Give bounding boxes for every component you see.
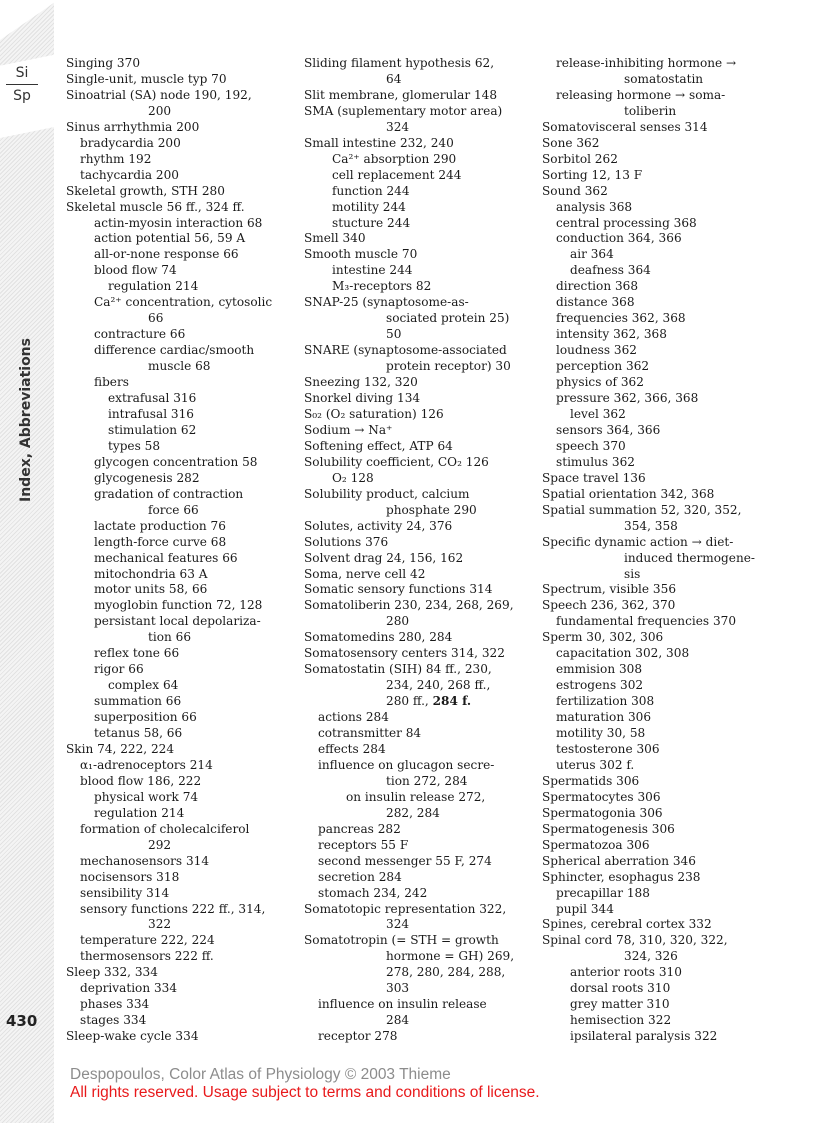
index-entry: Somatotropin (= STH = growth: [304, 933, 499, 948]
index-entry: second messenger 55 F, 274: [318, 853, 492, 868]
index-entry: rhythm 192: [80, 151, 152, 166]
index-entry: stomach 234, 242: [318, 885, 428, 900]
index-entry: loudness 362: [556, 343, 637, 358]
index-entry: Spermatids 306: [542, 773, 640, 788]
section-label: Index, Abbreviations: [18, 338, 34, 502]
index-entry: ipsilateral paralysis 322: [570, 1029, 718, 1044]
index-entry: phosphate 290: [386, 502, 477, 517]
index-entry: capacitation 302, 308: [556, 646, 690, 661]
index-entry: dorsal roots 310: [570, 981, 671, 996]
index-entry: Sneezing 132, 320: [304, 375, 418, 390]
index-entry: Sorbitol 262: [542, 151, 618, 166]
index-entry: Somatoliberin 230, 234, 268, 269,: [304, 598, 514, 613]
index-entry: 282, 284: [386, 805, 440, 820]
index-entry-bold: 284 f.: [432, 694, 472, 709]
index-entry: persistant local depolariza-: [94, 614, 261, 629]
index-entry: myoglobin function 72, 128: [94, 598, 263, 613]
index-entry: speech 370: [556, 438, 626, 453]
index-entry: Solubility product, calcium: [304, 486, 470, 501]
index-entry: intrafusal 316: [108, 406, 194, 421]
index-entry: Ca²⁺ absorption 290: [332, 151, 457, 166]
index-entry: Spinal cord 78, 310, 320, 322,: [542, 933, 728, 948]
index-entry: mitochondria 63 A: [94, 566, 208, 581]
index-entry: Solutions 376: [304, 534, 389, 549]
index-entry: SMA (suplementary motor area): [304, 103, 503, 118]
index-entry: pressure 362, 366, 368: [556, 391, 699, 406]
index-entry: sensory functions 222 ff., 314,: [80, 901, 266, 916]
index-entry: Spectrum, visible 356: [542, 582, 677, 597]
index-entry: Somatic sensory functions 314: [304, 582, 493, 597]
index-entry: length-force curve 68: [94, 534, 227, 549]
index-entry: nocisensors 318: [80, 869, 180, 884]
index-entry: Single-unit, muscle typ 70: [66, 71, 227, 86]
index-entry: 284: [386, 1013, 410, 1028]
index-entry: Solubility coefficient, CO₂ 126: [304, 454, 489, 469]
index-entry: Somatomedins 280, 284: [304, 630, 453, 645]
index-entry: deafness 364: [570, 263, 651, 278]
index-entry: Spatial orientation 342, 368: [542, 486, 715, 501]
index-entry: hormone = GH) 269,: [386, 949, 515, 964]
index-entry: cell replacement 244: [332, 167, 462, 182]
index-entry: hemisection 322: [570, 1013, 672, 1028]
index-entry: physics of 362: [556, 375, 644, 390]
thumb-index: [0, 64, 44, 105]
index-entry: mechanical features 66: [94, 550, 238, 565]
page-number: 430: [6, 1012, 38, 1030]
index-entry: reflex tone 66: [94, 646, 180, 661]
index-entry: Slit membrane, glomerular 148: [304, 87, 498, 102]
index-entry: Spermatocytes 306: [542, 789, 661, 804]
thumb-index-top: Si: [15, 65, 29, 81]
index-entry: contracture 66: [94, 327, 186, 342]
index-entry: stages 334: [80, 1013, 147, 1028]
index-entry: maturation 306: [556, 710, 652, 725]
index-entry: conduction 364, 366: [556, 231, 682, 246]
index-entry: sis: [624, 566, 641, 581]
index-entry: tion 66: [148, 630, 192, 645]
index-entry: Sinus arrhythmia 200: [66, 119, 200, 134]
index-entry: intensity 362, 368: [556, 327, 667, 342]
index-column-3: [542, 56, 772, 1045]
index-entry: difference cardiac/smooth: [94, 343, 255, 358]
index-entry: Singing 370: [66, 56, 141, 70]
index-entry: complex 64: [108, 678, 179, 693]
index-entry: central processing 368: [556, 215, 697, 230]
footer-license: All rights reserved. Usage subject to terms and conditions of license.: [70, 1084, 540, 1101]
index-entry: Sliding filament hypothesis 62,: [304, 56, 495, 70]
index-entry: SNARE (synaptosome-associated: [304, 343, 507, 358]
index-entry: stimulation 62: [108, 422, 197, 437]
index-entry: muscle 68: [148, 359, 211, 374]
index-entry: level 362: [570, 406, 626, 421]
index-entry: pupil 344: [556, 901, 614, 916]
index-entry: Spermatogenesis 306: [542, 821, 675, 836]
index-entry: glycogenesis 282: [94, 470, 200, 485]
index-entry: 280: [386, 614, 410, 629]
index-column-2: [304, 56, 534, 1045]
index-entry: cotransmitter 84: [318, 726, 422, 741]
index-entry: analysis 368: [556, 199, 633, 214]
thumb-index-bottom: Sp: [13, 88, 31, 104]
index-entry: bradycardia 200: [80, 135, 181, 150]
index-entry: release-inhibiting hormone →: [556, 56, 737, 70]
index-entry: Sphincter, esophagus 238: [542, 869, 701, 884]
index-entry: sociated protein 25): [386, 311, 510, 326]
index-entry: Skeletal growth, STH 280: [66, 183, 225, 198]
index-entry: distance 368: [556, 295, 635, 310]
index-entry: pancreas 282: [318, 821, 401, 836]
index-entry: S₀₂ (O₂ saturation) 126: [304, 406, 444, 421]
index-entry: Softening effect, ATP 64: [304, 438, 453, 453]
index-entry: rigor 66: [94, 662, 144, 677]
index-entry: Sinoatrial (SA) node 190, 192,: [66, 87, 252, 102]
index-entry: receptor 278: [318, 1029, 398, 1044]
index-entry: actin-myosin interaction 68: [94, 215, 263, 230]
index-entry: regulation 214: [94, 805, 185, 820]
index-entry: tetanus 58, 66: [94, 726, 183, 741]
index-entry: Spines, cerebral cortex 332: [542, 917, 712, 932]
index-entry: deprivation 334: [80, 981, 178, 996]
index-entry: function 244: [332, 183, 410, 198]
index-entry: α₁-adrenoceptors 214: [80, 757, 213, 772]
index-entry: air 364: [570, 247, 614, 262]
index-entry: motility 30, 58: [556, 726, 646, 741]
index-entry: Small intestine 232, 240: [304, 135, 454, 150]
index-entry: 234, 240, 268 ff.,: [386, 678, 491, 693]
index-entry: 324: [386, 119, 410, 134]
index-entry: formation of cholecalciferol: [80, 821, 250, 836]
index-entry: tachycardia 200: [80, 167, 179, 182]
index-entry: 278, 280, 284, 288,: [386, 965, 506, 980]
index-entry: motor units 58, 66: [94, 582, 208, 597]
index-entry: 50: [386, 327, 402, 342]
index-entry: Smell 340: [304, 231, 366, 246]
index-entry: sensibility 314: [80, 885, 170, 900]
index-entry: Spatial summation 52, 320, 352,: [542, 502, 742, 517]
index-entry: Smooth muscle 70: [304, 247, 418, 262]
index-entry: mechanosensors 314: [80, 853, 210, 868]
index-entry: blood flow 186, 222: [80, 773, 202, 788]
index-entry: thermosensors 222 ff.: [80, 949, 214, 964]
index-entry: Somatovisceral senses 314: [542, 119, 708, 134]
index-entry: O₂ 128: [332, 470, 374, 485]
index-entry: force 66: [148, 502, 199, 517]
index-entry: on insulin release 272,: [346, 789, 486, 804]
index-entry: summation 66: [94, 694, 182, 709]
index-entry: stimulus 362: [556, 454, 635, 469]
index-entry: fundamental frequencies 370: [556, 614, 737, 629]
index-entry: anterior roots 310: [570, 965, 682, 980]
index-entry: M₃-receptors 82: [332, 279, 432, 294]
index-entry: 354, 358: [624, 518, 678, 533]
index-entry: Somatostatin (SIH) 84 ff., 230,: [304, 662, 492, 677]
index-entry: intestine 244: [332, 263, 413, 278]
index-entry: perception 362: [556, 359, 650, 374]
index-entry: 303: [386, 981, 410, 996]
index-entry: glycogen concentration 58: [94, 454, 258, 469]
index-entry: Somatotopic representation 322,: [304, 901, 507, 916]
index-entry: protein receptor) 30: [386, 359, 511, 374]
index-entry: action potential 56, 59 A: [94, 231, 246, 246]
index-entry: Soma, nerve cell 42: [304, 566, 426, 581]
index-entry: 324: [386, 917, 410, 932]
index-column-1: [66, 56, 290, 1045]
index-entry: actions 284: [318, 710, 389, 725]
index-entry: frequencies 362, 368: [556, 311, 686, 326]
index-entry: Sleep 332, 334: [66, 965, 158, 980]
index-entry: Sound 362: [542, 183, 608, 198]
index-entry: physical work 74: [94, 789, 199, 804]
index-entry: phases 334: [80, 997, 150, 1012]
index-entry: 200: [148, 103, 172, 118]
index-entry: 64: [386, 71, 402, 86]
index-entry: temperature 222, 224: [80, 933, 215, 948]
index-entry: Sorting 12, 13 F: [542, 167, 643, 182]
index-entry: blood flow 74: [94, 263, 177, 278]
index-entry: Spermatogonia 306: [542, 805, 663, 820]
index-entry: all-or-none response 66: [94, 247, 239, 262]
index-entry: emmision 308: [556, 662, 643, 677]
index-entry: stucture 244: [332, 215, 411, 230]
index-entry: Spermatozoa 306: [542, 837, 650, 852]
index-entry: SNAP-25 (synaptosome-as-: [304, 295, 469, 310]
index-entry: Spherical aberration 346: [542, 853, 696, 868]
index-entry: induced thermogene-: [624, 550, 755, 565]
index-entry: estrogens 302: [556, 678, 644, 693]
sidebar-strip: [0, 0, 54, 1123]
index-entry: toliberin: [624, 103, 677, 118]
index-entry: 324, 326: [624, 949, 678, 964]
index-entry: 322: [148, 917, 172, 932]
index-entry: 66: [148, 311, 164, 326]
index-entry: Speech 236, 362, 370: [542, 598, 676, 613]
index-entry: Solutes, activity 24, 376: [304, 518, 453, 533]
index-entry: Sone 362: [542, 135, 600, 150]
index-entry: Ca²⁺ concentration, cytosolic: [94, 295, 273, 310]
index-entry: types 58: [108, 438, 161, 453]
footer-copyright: Despopoulos, Color Atlas of Physiology © 2003 Thieme: [70, 1066, 451, 1083]
index-entry: Solvent drag 24, 156, 162: [304, 550, 464, 565]
index-entry: testosterone 306: [556, 741, 660, 756]
index-entry: secretion 284: [318, 869, 402, 884]
index-entry: releasing hormone → soma-: [556, 87, 726, 102]
index-entry: Space travel 136: [542, 470, 646, 485]
index-entry: receptors 55 F: [318, 837, 409, 852]
index-entry: extrafusal 316: [108, 391, 197, 406]
index-entry: 292: [148, 837, 172, 852]
index-entry: influence on glucagon secre-: [318, 757, 495, 772]
index-entry: fibers: [94, 375, 129, 390]
index-entry: uterus 302 f.: [556, 757, 635, 772]
index-entry: direction 368: [556, 279, 639, 294]
index-entry: regulation 214: [108, 279, 199, 294]
index-entry: Skeletal muscle 56 ff., 324 ff.: [66, 199, 245, 214]
index-entry: Sperm 30, 302, 306: [542, 630, 664, 645]
index-entry: gradation of contraction: [94, 486, 244, 501]
index-entry: grey matter 310: [570, 997, 670, 1012]
index-entry: 280 ff., 284 f.: [386, 694, 472, 709]
index-entry: sensors 364, 366: [556, 422, 661, 437]
index-entry: lactate production 76: [94, 518, 226, 533]
index-entry: Skin 74, 222, 224: [66, 741, 175, 756]
index-entry: precapillar 188: [556, 885, 650, 900]
index-entry: somatostatin: [624, 71, 704, 86]
index-entry: Sodium → Na⁺: [304, 422, 393, 437]
index-entry: Sleep-wake cycle 334: [66, 1029, 199, 1044]
index-entry: superposition 66: [94, 710, 197, 725]
index-entry: Somatosensory centers 314, 322: [304, 646, 505, 661]
index-entry: influence on insulin release: [318, 997, 487, 1012]
index-entry: Specific dynamic action → diet-: [542, 534, 734, 549]
index-entry: effects 284: [318, 741, 386, 756]
index-entry: tion 272, 284: [386, 773, 468, 788]
index-entry: Snorkel diving 134: [304, 391, 421, 406]
thumb-index-rule: [6, 84, 38, 85]
index-entry: fertilization 308: [556, 694, 655, 709]
index-entry: motility 244: [332, 199, 406, 214]
